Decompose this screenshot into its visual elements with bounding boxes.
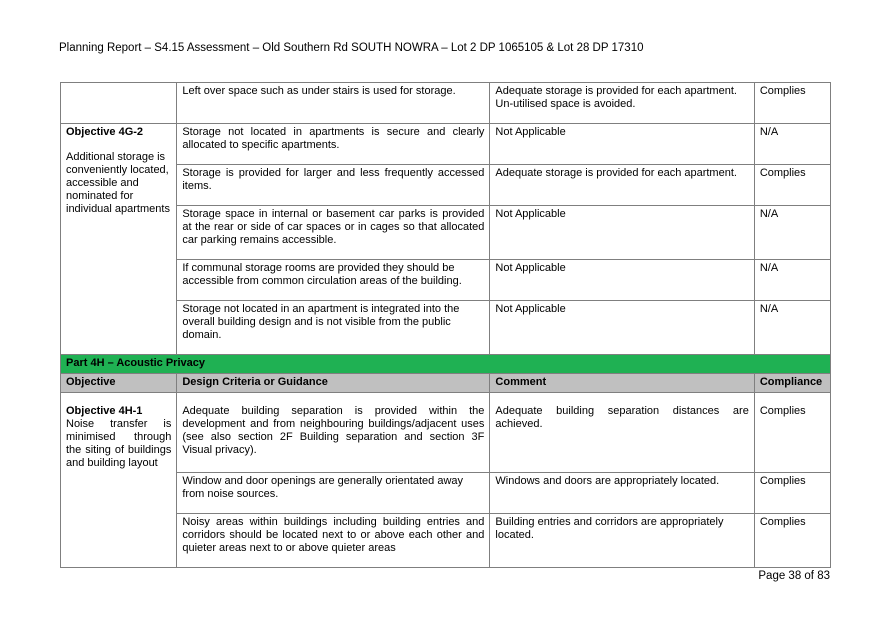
compliance-cell: Complies [754,83,830,124]
comment-cell: Building entries and corridors are appropriately located. [490,514,754,568]
compliance-cell: N/A [754,206,830,260]
table-row [61,83,831,124]
objective-description: Noise transfer is minimised through the siting of buildings and building layout [66,418,172,469]
table-row [61,473,831,514]
table-row [61,301,831,355]
objective-cell [61,124,177,355]
table-row [61,514,831,568]
objective-cell [61,83,177,124]
comment-cell: Not Applicable [490,124,754,165]
objective-title: Objective 4G-2 [66,126,144,138]
comment-cell: Not Applicable [490,260,754,301]
table-row [61,206,831,260]
section-heading-row [61,355,831,374]
criteria-cell: Adequate building separation is provided within the development and from neighbouring buildings/adjacent uses (see also section 2F Building separation and section 3F Visual privacy). [177,393,490,473]
criteria-cell: Noisy areas within buildings including building entries and corridors should be located next to or above each other and quieter areas next to or above quieter areas [177,514,490,568]
column-header-row [61,374,831,393]
compliance-cell: N/A [754,301,830,355]
objective-title: Objective 4H-1 [66,405,143,417]
compliance-cell: Complies [754,165,830,206]
objective-cell [61,393,177,568]
criteria-cell: Storage space in internal or basement car parks is provided at the rear or side of car spaces or in cages so that allocated car parking remains accessible. [177,206,490,260]
comment-cell: Adequate building separation distances are achieved. [490,393,754,473]
table-row [61,393,831,473]
compliance-cell: N/A [754,124,830,165]
table-row [61,124,831,165]
compliance-cell: Complies [754,473,830,514]
criteria-cell: Left over space such as under stairs is used for storage. [177,83,490,124]
comment-cell: Adequate storage is provided for each apartment. Un-utilised space is avoided. [490,83,754,124]
compliance-cell: Complies [754,514,830,568]
table-row [61,165,831,206]
criteria-cell: Storage not located in apartments is secure and clearly allocated to specific apartments. [177,124,490,165]
objective-description: Additional storage is conveniently located, accessible and nominated for individual apartments [66,151,170,215]
compliance-cell: Complies [754,393,830,473]
comment-cell: Not Applicable [490,301,754,355]
table-row [61,260,831,301]
comment-cell: Not Applicable [490,206,754,260]
column-header-comment: Comment [490,374,754,393]
page-header: Planning Report – S4.15 Assessment – Old Southern Rd SOUTH NOWRA – Lot 2 DP 1065105 & Lot 28 DP 17310 [59,42,644,54]
column-header-compliance: Compliance [754,374,830,393]
criteria-cell: Storage not located in an apartment is integrated into the overall building design and is not visible from the public domain. [177,301,490,355]
criteria-cell: Window and door openings are generally orientated away from noise sources. [177,473,490,514]
compliance-cell: N/A [754,260,830,301]
column-header-criteria: Design Criteria or Guidance [177,374,490,393]
page-number: Page 38 of 83 [758,570,830,582]
comment-cell: Adequate storage is provided for each apartment. [490,165,754,206]
criteria-cell: Storage is provided for larger and less frequently accessed items. [177,165,490,206]
section-heading: Part 4H – Acoustic Privacy [61,355,831,374]
assessment-table [60,82,831,568]
criteria-cell: If communal storage rooms are provided they should be accessible from common circulation areas of the building. [177,260,490,301]
column-header-objective: Objective [61,374,177,393]
comment-cell: Windows and doors are appropriately located. [490,473,754,514]
